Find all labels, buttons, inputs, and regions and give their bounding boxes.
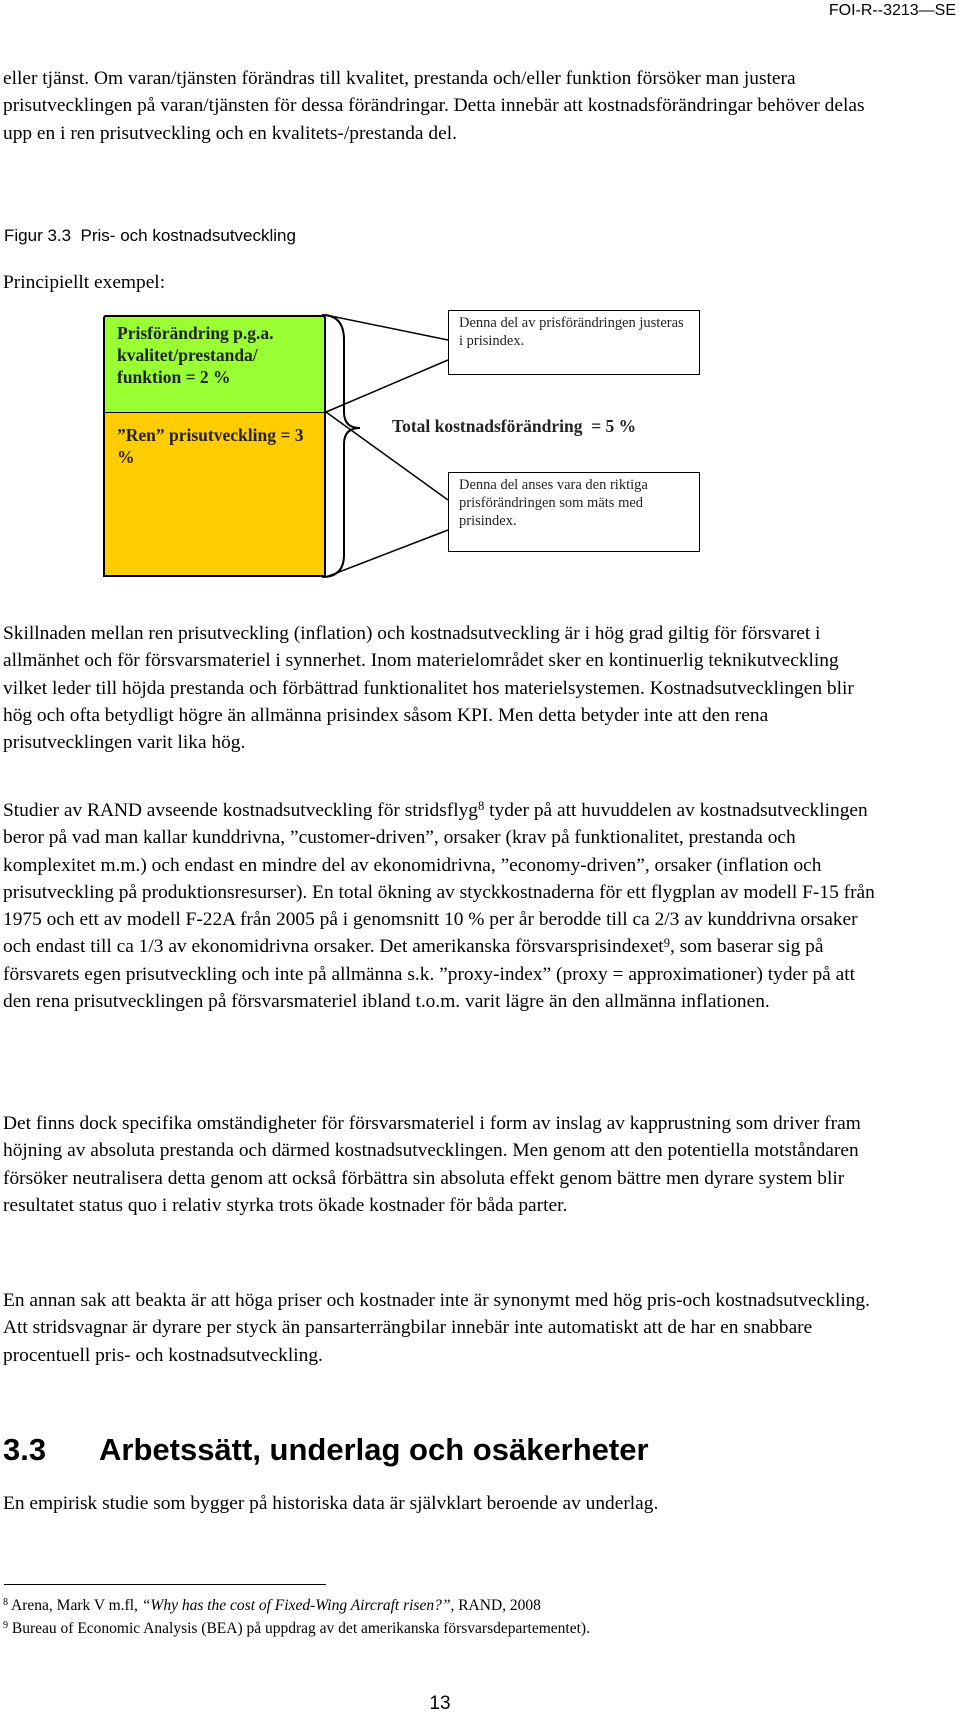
note-adjusted-box: Denna del av prisförändringen justeras i prisindex. [448, 310, 700, 375]
p3-part-a: Studier av RAND avseende kostnadsutveckling för stridsflyg [3, 800, 478, 821]
footnote-9-number: 9 [3, 1620, 9, 1632]
paragraph-rand-study [3, 797, 883, 1015]
paragraph-intro: eller tjänst. Om varan/tjänsten förändras till kvalitet, prestanda och/eller funktion försöker man justera prisutvecklingen på varan/tjänsten för dessa förändringar. Detta innebär att kostnadsförändringar behöver delas upp en i ren prisutveckling och en kvalitets-/prestanda del. [3, 68, 865, 144]
paragraph-high-prices: En annan sak att beakta är att höga priser och kostnader inte är synonymt med hög pris-och kostnadsutveckling. Att stridsvagnar är dyrare per styck än pansarterrängbilar innebär inte automatiskt att de har en snabbare procentuell pris- och kostnadsutveckling. [3, 1290, 870, 1366]
section-title: Arbetssätt, underlag och osäkerheter [99, 1432, 649, 1467]
footnote-8-number: 8 [3, 1597, 9, 1609]
footnote-8 [3, 1597, 541, 1615]
paragraph-inflation: Skillnaden mellan ren prisutveckling (inflation) och kostnadsutveckling är i hög grad giltig för försvaret i allmänhet och för försvarsmateriel i synnerhet. Inom materielområdet sker en kontinuerlig teknikutveckling vilket leder till höjda prestanda och förbättrad funktionalitet hos materielsystemen. Kostnadsutvecklingen blir hög och ofta betydligt högre än allmänna prisindex såsom KPI. Men detta betyder inte att den rena prisutvecklingen varit lika hög. [3, 623, 854, 754]
p3-part-b: tyder på att huvuddelen av kostnadsutvecklingen beror på vad man kallar kunddrivna, ”customer-driven”, orsaker (krav på funktionalitet, prestanda och komplexitet m.m.) och endast en mindre del av ekonomidrivna, ”economy-driven”, orsaker (inflation och prisutveckling på produktionsresurser). En total ökning av styckkostnaderna för ett flygplan av modell F-15 från 1975 och ett av modell F-22A från 2005 på i genomsnitt 10 % per år berodde till ca 2/3 av kunddrivna orsaker och endast till ca 1/3 av ekonomidrivna orsaker. Det amerikanska försvarsprisindexet [3, 800, 875, 958]
total-brace [322, 315, 360, 577]
paragraph-arms-race: Det finns dock specifika omständigheter för försvarsmateriel i form av inslag av kapprustning som driver fram höjning av absoluta prestanda och därmed kostnadsutvecklingen. Men genom att den potentiella motståndaren försöker neutralisera detta genom att också förbättra sin absoluta effekt genom bättre men dyrare system blir resultatet status quo i relativ styrka trots ökade kostnader för båda parter. [3, 1113, 861, 1216]
section-heading [3, 1432, 649, 1468]
page-number: 13 [429, 1693, 451, 1714]
footnote-ref-8[interactable]: 8 [478, 799, 485, 814]
footnote-8-source: , RAND, 2008 [450, 1597, 541, 1614]
note-measured-box: Denna del anses vara den riktiga prisförändringen som mäts med prisindex. [448, 472, 700, 552]
footnote-8-title: “Why has the cost of Fixed-Wing Aircraft risen?” [141, 1597, 451, 1614]
paragraph-empirical: En empirisk studie som bygger på historiska data är självklart beroende av underlag. [3, 1493, 659, 1514]
pure-price-label: ”Ren” prisutveckling = 3 % [117, 425, 304, 467]
total-change-label: Total kostnadsförändring = 5 % [392, 416, 637, 436]
footnote-9 [3, 1620, 590, 1638]
figure-caption: Figur 3.3 Pris- och kostnadsutveckling [4, 226, 296, 245]
footnote-ref-9[interactable]: 9 [663, 935, 671, 950]
footnote-divider [4, 1584, 326, 1585]
p3-part-c: , som baserar sig på försvarets egen prisutveckling och inte på allmänna s.k. ”proxy-index” (proxy = approximationer) tyder på att den rena prisutvecklingen på försvarsmateriel ibland t.o.m. varit lägre än den allmänna inflationen. [3, 936, 855, 1013]
figure-subtitle: Principiellt exempel: [3, 272, 166, 293]
footnote-8-authors: Arena, Mark V m.fl, [8, 1597, 142, 1614]
section-number: 3.3 [3, 1432, 47, 1467]
document-id: FOI-R--3213—SE [828, 2, 956, 19]
footnote-9-text: Bureau of Economic Analysis (BEA) på uppdrag av det amerikanska försvarsdepartementet). [8, 1620, 590, 1637]
quality-change-label: Prisförändring p.g.a. kvalitet/prestanda/ funktion = 2 % [117, 323, 274, 387]
